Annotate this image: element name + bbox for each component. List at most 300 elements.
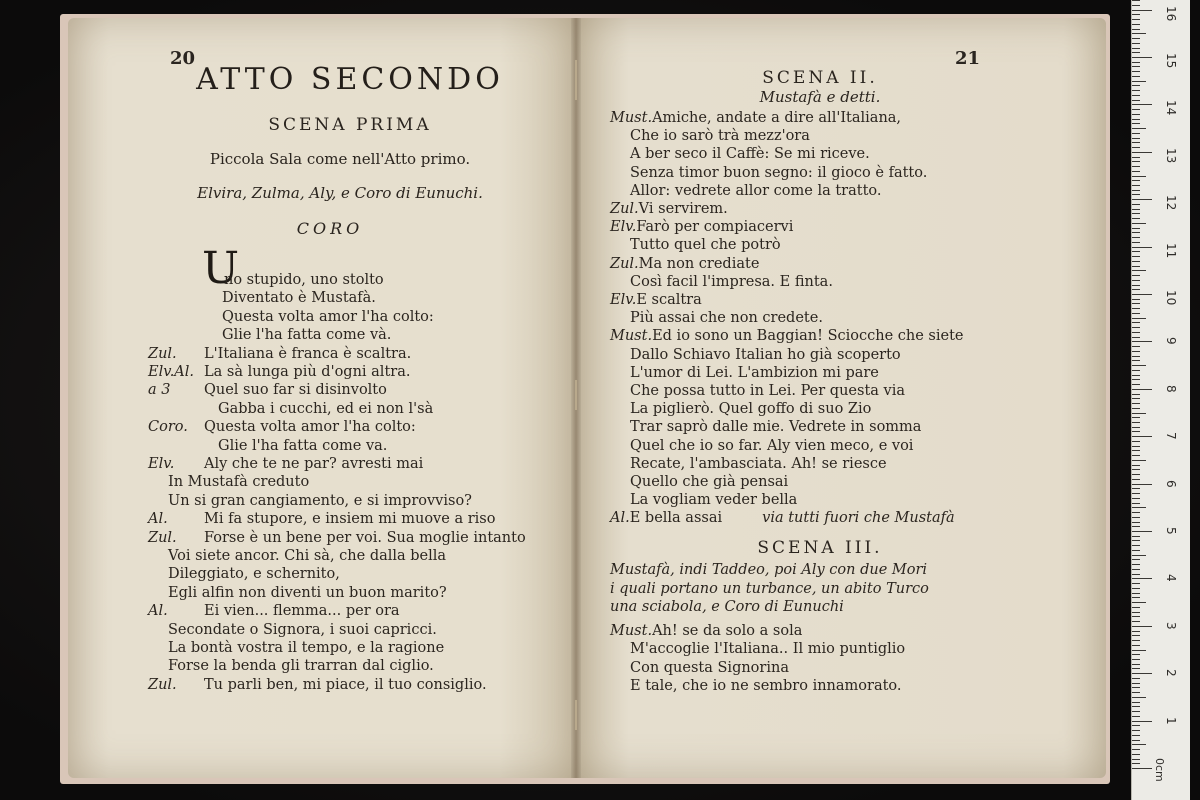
ruler-tick [1132, 152, 1152, 153]
ruler-tick [1132, 721, 1152, 722]
ruler-tick [1132, 545, 1140, 546]
verse-line [610, 383, 905, 399]
ruler-number: 5 [1164, 527, 1178, 535]
ruler-tick [1132, 48, 1140, 49]
ruler-tick [1132, 484, 1152, 485]
ruler-number: 13 [1164, 147, 1178, 164]
verse-line [610, 274, 833, 290]
line-text: Glie l'ha fatta come và. [222, 327, 392, 344]
ruler-tick [1132, 479, 1140, 480]
line-text: Questa volta amor l'ha colto: [204, 419, 416, 436]
ruler-tick [1132, 668, 1140, 669]
ruler-tick [1132, 612, 1140, 613]
ruler-tick [1132, 280, 1140, 281]
verse-line [610, 438, 913, 454]
scene3-character-line: una sciabola, e Coro di Eunuchi [610, 599, 844, 615]
ruler-tick [1132, 498, 1140, 499]
ruler-tick [1132, 76, 1140, 77]
ruler-tick [1132, 38, 1140, 39]
binding-stitch [575, 700, 577, 730]
ruler-tick [1132, 185, 1140, 186]
ruler-tick [1132, 654, 1140, 655]
line-text: La vogliam veder bella [630, 492, 798, 509]
ruler-tick [1132, 754, 1140, 755]
ruler-tick [1132, 507, 1146, 508]
ruler-tick [1132, 692, 1140, 693]
ruler-tick [1132, 640, 1140, 641]
line-text: Secondate o Signora, i suoi capricci. [168, 621, 437, 638]
ruler-tick [1132, 673, 1152, 674]
ruler-tick [1132, 52, 1140, 53]
verse-line [148, 585, 447, 601]
ruler-tick [1132, 460, 1146, 461]
ruler-tick [1132, 593, 1140, 594]
ruler-tick [1132, 123, 1140, 124]
line-text: E bella assai [629, 510, 723, 527]
ruler-tick [1132, 559, 1140, 560]
ruler-tick [1132, 602, 1146, 603]
line-text: Tu parli ben, mi piace, il tuo consiglio. [204, 676, 487, 693]
ruler-tick [1132, 285, 1140, 286]
ruler-tick [1132, 10, 1152, 11]
ruler-tick [1132, 71, 1140, 72]
ruler-tick [1132, 147, 1140, 148]
binding-stitch [575, 380, 577, 410]
verse-line [148, 658, 434, 674]
ruler-tick [1132, 251, 1140, 252]
ruler-tick [1132, 697, 1146, 698]
ruler-tick [1132, 85, 1140, 86]
ruler-tick [1132, 431, 1140, 432]
speaker-label: Zul. [148, 345, 177, 362]
verse-line [148, 456, 423, 472]
verse-line [610, 165, 927, 181]
binding-stitch [575, 60, 577, 100]
ruler-tick [1132, 57, 1152, 58]
speaker-label: Al. [148, 511, 168, 528]
ruler-tick [1132, 474, 1140, 475]
ruler-tick [1132, 583, 1140, 584]
ruler-tick [1132, 375, 1140, 376]
verse-line [148, 438, 387, 454]
line-text: Egli alfin non diventi un buon marito? [168, 584, 447, 601]
verse-line [610, 219, 793, 235]
ruler-tick [1132, 223, 1146, 224]
ruler-tick [1132, 294, 1152, 295]
line-text: Quel che io so far. Aly vien meco, e voi [630, 437, 914, 454]
verse-line [148, 401, 433, 417]
speaker-label: Elv.Al. [148, 364, 195, 380]
verse-line [610, 146, 870, 162]
verse-line [148, 511, 495, 527]
ruler-tick [1132, 635, 1140, 636]
verse-line [148, 677, 487, 693]
verse-line [610, 183, 882, 199]
scene3-character-line: i quali portano un turbance, un abito Turco [610, 580, 929, 597]
verse-line [610, 310, 823, 326]
ruler-tick [1132, 303, 1140, 304]
ruler-tick [1132, 531, 1152, 532]
line-text: Senza timor buon segno: il gioco è fatto. [630, 164, 928, 181]
speaker-label: a 3 [148, 382, 171, 399]
scene-characters: Elvira, Zulma, Aly, e Coro di Eunuchi. [197, 184, 483, 202]
ruler-number: 9 [1164, 337, 1178, 346]
scene-setting: Piccola Sala come nell'Atto primo. [209, 150, 471, 168]
ruler-tick [1132, 664, 1140, 665]
ruler-number: 11 [1164, 242, 1178, 258]
line-text: Ah! se da solo a sola [652, 623, 803, 639]
ruler-tick [1132, 218, 1140, 219]
verse-line [610, 474, 788, 490]
ruler-number: 6 [1164, 479, 1178, 488]
line-text: Trar saprò dalle mie. Vedrete in somma [630, 419, 922, 436]
line-text: Che io sarò trà mezz'ora [630, 128, 810, 145]
ruler-tick [1132, 588, 1140, 589]
ruler-tick [1132, 256, 1140, 257]
verse-line [610, 456, 887, 472]
verse-line [610, 256, 759, 272]
line-text: Più assai che non credete. [630, 310, 823, 327]
ruler-tick [1132, 19, 1140, 20]
verse-line [610, 110, 901, 126]
ruler-number: 15 [1164, 53, 1178, 69]
ruler-tick [1132, 749, 1140, 750]
line-text: L'Italiana è franca è scaltra. [204, 345, 412, 362]
ruler-tick [1132, 161, 1140, 162]
ruler-tick [1132, 242, 1140, 243]
ruler-tick [1132, 157, 1140, 158]
verse-line [610, 128, 810, 144]
ruler-tick [1132, 526, 1140, 527]
verse-line [148, 272, 384, 288]
verse-line [148, 530, 526, 546]
ruler-tick [1132, 493, 1140, 494]
ruler-tick [1132, 702, 1140, 703]
ruler-number: 10 [1164, 290, 1178, 306]
line-text: Recate, l'ambasciata. Ah! se riesce [630, 455, 887, 472]
ruler-tick [1132, 517, 1140, 518]
ruler-tick [1132, 706, 1140, 707]
ruler-tick [1132, 536, 1140, 537]
chorus-heading: CORO [296, 219, 364, 238]
ruler-tick [1132, 744, 1146, 745]
ruler-tick [1132, 5, 1140, 6]
verse-line [148, 327, 391, 343]
ruler-tick [1132, 455, 1140, 456]
speaker-label: Elv. [610, 292, 637, 308]
ruler-tick [1132, 550, 1140, 551]
ruler-tick [1132, 43, 1140, 44]
ruler-tick [1132, 171, 1140, 172]
verse-line [148, 474, 309, 490]
ruler-tick [1132, 522, 1140, 523]
ruler-tick [1132, 62, 1140, 63]
ruler-tick [1132, 564, 1140, 565]
line-text: Forse è un bene per voi. Sua moglie intanto [204, 529, 526, 546]
line-text: Con questa Signorina [630, 659, 789, 676]
ruler-tick [1132, 66, 1140, 67]
line-text: Dileggiato, e schernito, [168, 566, 340, 583]
ruler-tick [1132, 621, 1140, 622]
speaker-label: Must. [610, 110, 653, 126]
ruler-tick [1132, 422, 1140, 423]
ruler-tick [1132, 14, 1140, 15]
scene2-characters: Mustafà e detti. [759, 88, 881, 106]
verse-line [610, 347, 901, 363]
line-text: Diventato è Mustafà. [222, 290, 376, 307]
ruler-tick [1132, 403, 1140, 404]
ruler-tick [1132, 650, 1146, 651]
scene-title: SCENA PRIMA [268, 115, 432, 135]
line-text: Quel suo far si disinvolto [204, 382, 387, 399]
verse-line [148, 566, 340, 582]
speaker-label: Al. [148, 603, 168, 620]
line-text: A ber seco il Caffè: Se mi riceve. [630, 146, 870, 163]
line-text: Quello che già pensai [630, 474, 789, 490]
ruler-number: 7 [1164, 432, 1178, 440]
ruler-tick [1132, 503, 1140, 504]
verse-line [610, 660, 789, 676]
line-text: Dallo Schiavo Italian ho già scoperto [630, 346, 901, 363]
line-text: M'accoglie l'Italiana.. Il mio puntiglio [630, 641, 906, 658]
verse-line [610, 201, 728, 217]
ruler-tick [1132, 768, 1152, 769]
speaker-label: Al. [610, 510, 630, 527]
ruler-tick [1132, 341, 1152, 342]
verse-line [148, 382, 387, 398]
ruler-tick [1132, 133, 1140, 134]
ruler-number: 12 [1164, 195, 1178, 211]
ruler-tick [1132, 81, 1146, 82]
verse-line [610, 401, 871, 417]
ruler-tick [1132, 465, 1140, 466]
speaker-label: Must. [610, 328, 653, 345]
speaker-label: Zul. [610, 255, 639, 272]
ruler-tick [1132, 512, 1140, 513]
line-text: Tutto quel che potrò [630, 237, 781, 254]
ruler-tick [1132, 597, 1140, 598]
ruler-tick [1132, 735, 1140, 736]
line-text: E scaltra [636, 292, 702, 308]
ruler-tick [1132, 351, 1140, 352]
verse-line [148, 419, 416, 435]
ruler-tick [1132, 469, 1140, 470]
verse-line [148, 640, 444, 656]
ruler-number: 3 [1164, 621, 1178, 630]
scene3-title: SCENA III. [757, 538, 883, 558]
ruler-tick [1132, 199, 1152, 200]
ruler-tick [1132, 119, 1140, 120]
line-text: Allor: vedrete allor come la tratto. [630, 182, 882, 199]
verse-line [610, 492, 797, 508]
scene2-title: SCENA II. [762, 68, 878, 88]
ruler-tick [1132, 683, 1140, 684]
ruler-tick [1132, 711, 1140, 712]
ruler-tick [1132, 194, 1140, 195]
ruler-tick [1132, 365, 1146, 366]
line-text: Farò per compiacervi [636, 219, 794, 236]
ruler-tick [1132, 332, 1140, 333]
line-text: Così facil l'impresa. E finta. [630, 273, 833, 290]
line-text: Voi siete ancor. Chi sà, che dalla bella [168, 548, 447, 564]
act-title: ATTO SECONDO [196, 62, 504, 97]
ruler-tick [1132, 607, 1140, 608]
ruler-tick [1132, 138, 1140, 139]
ruler-tick [1132, 299, 1140, 300]
ruler-number: 16 [1164, 5, 1178, 21]
ruler-tick [1132, 574, 1140, 575]
ruler-tick [1132, 261, 1140, 262]
ruler-tick [1132, 232, 1140, 233]
ruler-tick [1132, 322, 1140, 323]
verse-line [148, 346, 411, 362]
line-text: La bontà vostra il tempo, e la ragione [168, 640, 445, 656]
line-text: In Mustafà creduto [168, 474, 310, 491]
ruler-tick [1132, 725, 1140, 726]
ruler-tick [1132, 109, 1140, 110]
ruler-tick [1132, 417, 1140, 418]
verse-line [610, 292, 702, 308]
ruler-tick [1132, 740, 1140, 741]
speaker-label: Elv. [610, 219, 637, 236]
verse-line [148, 364, 410, 380]
ruler-number: 1 [1164, 716, 1178, 725]
ruler-tick [1132, 631, 1140, 632]
ruler-tick [1132, 24, 1140, 25]
ruler-tick [1132, 488, 1140, 489]
ruler-tick [1132, 308, 1140, 309]
verse-line [148, 548, 446, 564]
ruler-tick [1132, 408, 1140, 409]
ruler-tick [1132, 436, 1152, 437]
verse-line [610, 623, 802, 639]
ruler-tick [1132, 446, 1140, 447]
verse-line [610, 510, 955, 526]
speaker-label: Zul. [610, 201, 639, 217]
line-text: Ma non crediate [638, 255, 760, 272]
line-text: Ei vien... flemma... per ora [204, 603, 400, 620]
speaker-label: Elv. [148, 456, 175, 472]
measurement-ruler [1131, 0, 1190, 800]
ruler-tick [1132, 166, 1140, 167]
ruler-tick [1132, 204, 1140, 205]
ruler-tick [1132, 228, 1140, 229]
ruler-tick [1132, 142, 1140, 143]
ruler-number: 14 [1164, 100, 1178, 116]
ruler-tick [1132, 100, 1140, 101]
speaker-label: Coro. [148, 419, 188, 436]
ruler-tick [1132, 716, 1140, 717]
ruler-tick [1132, 190, 1140, 191]
ruler-tick [1132, 379, 1140, 380]
ruler-tick [1132, 247, 1152, 248]
ruler-number: 4 [1164, 574, 1178, 583]
line-text: L'umor di Lei. L'ambizion mi pare [630, 364, 879, 381]
ruler-tick [1132, 176, 1146, 177]
verse-line [148, 493, 472, 509]
ruler-tick [1132, 95, 1140, 96]
ruler-tick [1132, 626, 1152, 627]
ruler-tick [1132, 427, 1140, 428]
verse-line [148, 603, 400, 619]
ruler-tick [1132, 313, 1140, 314]
ruler-tick [1132, 180, 1140, 181]
ruler-tick [1132, 356, 1140, 357]
ruler-tick [1132, 384, 1140, 385]
ruler-tick [1132, 327, 1140, 328]
ruler-tick [1132, 0, 1140, 1]
ruler-tick [1132, 389, 1152, 390]
ruler-tick [1132, 128, 1146, 129]
line-text: Gabba i cucchi, ed ei non l'sà [218, 400, 434, 417]
ruler-tick [1132, 289, 1140, 290]
line-text: Amiche, andate a dire all'Italiana, [652, 110, 902, 126]
ruler-tick [1132, 763, 1140, 764]
ruler-tick [1132, 275, 1140, 276]
ruler-tick [1132, 730, 1140, 731]
ruler-tick [1132, 266, 1140, 267]
verse-line [148, 622, 437, 638]
verse-line [148, 290, 376, 306]
ruler-tick [1132, 441, 1140, 442]
ruler-number: 8 [1164, 384, 1178, 393]
line-text: La sà lunga più d'ogni altra. [204, 364, 411, 380]
verse-line [610, 678, 902, 694]
ruler-tick [1132, 578, 1152, 579]
verse-line [610, 365, 879, 381]
ruler-number: 2 [1164, 669, 1178, 677]
speaker-label: Must. [610, 623, 653, 639]
line-text: La piglierò. Quel goffo di suo Zio [630, 401, 872, 418]
ruler-tick [1132, 209, 1140, 210]
line-text: no stupido, uno stolto [224, 272, 384, 288]
ruler-tick [1132, 114, 1140, 115]
ruler-tick [1132, 33, 1146, 34]
ruler-tick [1132, 555, 1146, 556]
line-text: Vi servirem. [638, 201, 728, 217]
stage-direction: via tutti fuori che Mustafà [762, 510, 955, 527]
speaker-label: Zul. [148, 529, 177, 546]
line-text: E tale, che io ne sembro innamorato. [630, 678, 902, 695]
line-text: Ed io sono un Baggian! Sciocche che siete [652, 328, 964, 345]
ruler-tick [1132, 360, 1140, 361]
ruler-tick [1132, 659, 1140, 660]
verse-line [148, 309, 434, 325]
line-text: Questa volta amor l'ha colto: [222, 308, 434, 325]
line-text: Un si gran cangiamento, e si improvviso? [168, 492, 472, 509]
ruler-tick [1132, 337, 1140, 338]
ruler-unit-label: 0cm [1153, 758, 1166, 782]
ruler-tick [1132, 413, 1146, 414]
line-text: Mi fa stupore, e insiem mi muove a riso [204, 511, 496, 528]
drop-cap: U [202, 243, 240, 294]
verse-line [610, 237, 781, 253]
line-text: Forse la benda gli trarran dal ciglio. [168, 658, 434, 675]
ruler-tick [1132, 759, 1140, 760]
ruler-tick [1132, 90, 1140, 91]
scene3-character-line: Mustafà, indi Taddeo, poi Aly con due Mori [610, 562, 928, 578]
ruler-tick [1132, 394, 1140, 395]
ruler-tick [1132, 213, 1140, 214]
ruler-tick [1132, 104, 1152, 105]
line-text: Aly che te ne par? avresti mai [204, 456, 424, 472]
ruler-tick [1132, 678, 1140, 679]
verse-line [610, 641, 905, 657]
ruler-tick [1132, 370, 1140, 371]
line-text: Glie l'ha fatta come va. [218, 437, 388, 454]
verse-line [610, 328, 964, 344]
ruler-tick [1132, 237, 1140, 238]
